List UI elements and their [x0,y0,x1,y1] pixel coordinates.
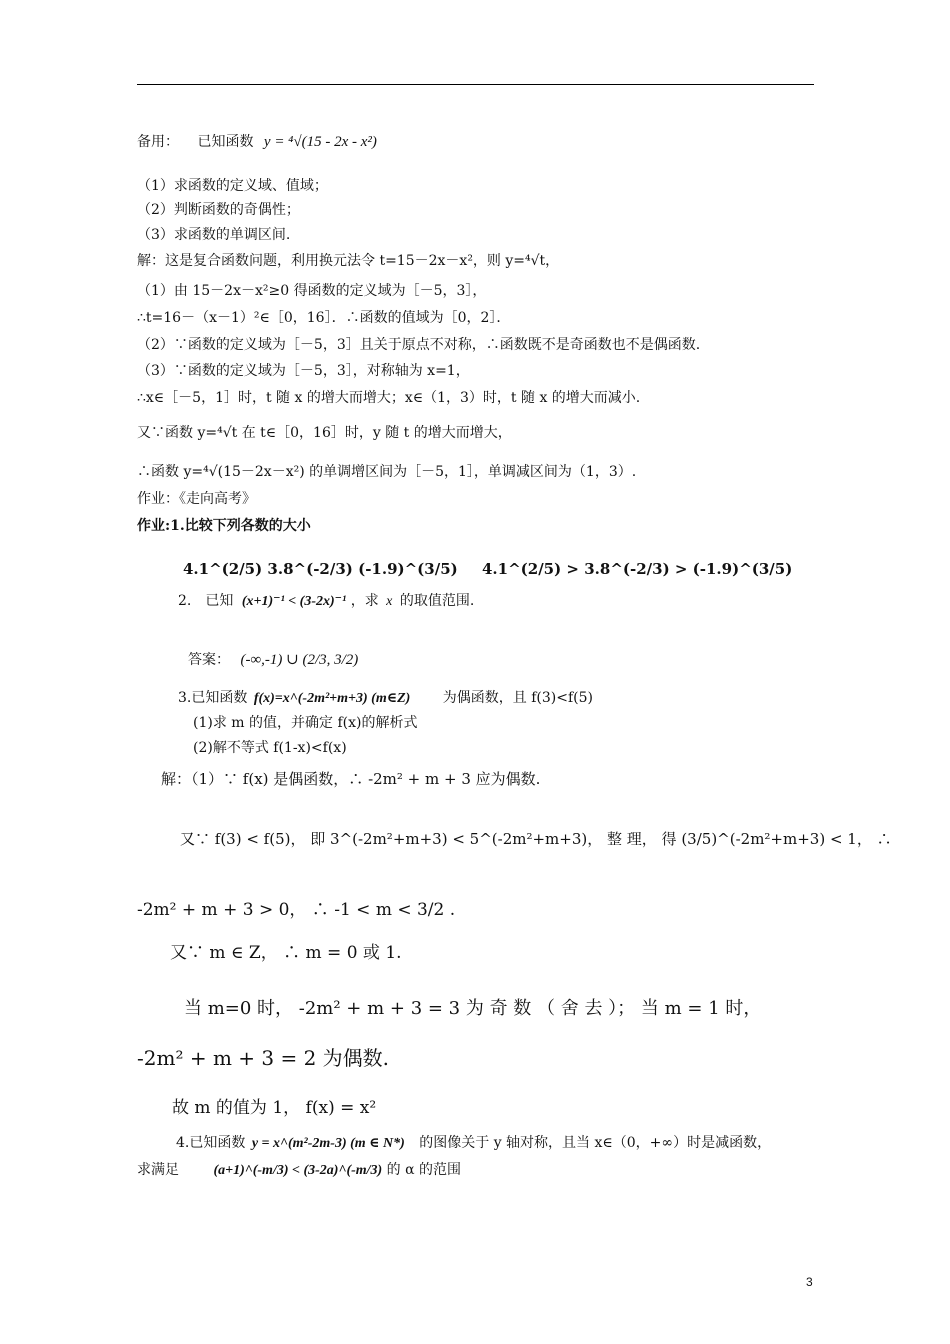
hw2-text-a: 2. 已知 [178,593,234,609]
hw3-solution-3: -2m² + m + 3 > 0， ∴ -1 < m < 3/2 . [137,900,456,920]
hw4-stem-a: 4.已知函数 [176,1135,246,1151]
backup-intro: 已知函数 [197,134,254,150]
hw2-inequality: (x+1)⁻¹ < (3-2x)⁻¹ [241,594,347,609]
backup-label: 备用： [137,134,179,150]
hw3-stem-a: 3.已知函数 [178,690,248,706]
header-rule [137,84,814,85]
hw1-answer: 4.1^(2/5) > 3.8^(-2/3) > (-1.9)^(3/5) [482,560,793,578]
hw3-stem-b: 为偶函数，且 f(3)<f(5) [442,690,593,706]
solution-line-7: 又∵函数 y=⁴√t 在 t∈［0，16］时，y 随 t 的增大而增大， [137,425,512,441]
hw3-solution-7: 故 m 的值为 1， f(x) = x² [172,1098,377,1118]
hw3-solution-5: 当 m=0 时， -2m² + m + 3 = 3 为 奇 数 （ 舍 去 ）； 当 m = 1 时， [184,998,762,1019]
hw4-inequality: (a+1)^(-m/3) < (3-2a)^(-m/3) [213,1163,383,1178]
solution-line-6: ∴x∈［－5，1］时，t 随 x 的增大而增大；x∈（1，3）时，t 随 x 的增大而减小. [137,390,641,406]
hw4-function: y = x^(m²-2m-3) (m ∈ N*) [251,1136,405,1151]
backup-line [137,133,377,151]
hw3-function: f(x)=x^(-2m²+m+3) (m∈Z) [253,691,411,706]
question-1: （1）求函数的定义域、值域； [137,178,328,194]
hw3-question-2: (2)解不等式 f(1-x)<f(x) [193,740,347,756]
backup-function: y = ⁴√(15 - 2x - x²) [263,134,377,150]
hw2-answer-label: 答案： [188,652,230,668]
solution-line-4: （2）∵函数的定义域为［－5，3］且关于原点不对称，∴函数既不是奇函数也不是偶函数. [137,337,701,353]
solution-line-5: （3）∵函数的定义域为［－5，3］，对称轴为 x=1， [137,363,470,379]
hw4-line-2 [137,1162,461,1180]
hw3-solution-4: 又∵ m ∈ Z， ∴ m = 0 或 1. [170,943,402,963]
page-number: 3 [806,1275,813,1289]
hw4-line2-a: 求满足 [137,1162,179,1178]
hw2-answer: (-∞,-1) ∪ (2/3, 3/2) [240,652,359,668]
hw4-line-1 [176,1135,771,1153]
hw2-variable: x [386,594,393,609]
question-2: （2）判断函数的奇偶性； [137,202,300,218]
hw3-solution-1: 解：（1）∵ f(x) 是偶函数，∴ -2m² + m + 3 应为偶数. [161,770,541,788]
hw4-line2-b: 的 α 的范围 [386,1162,462,1178]
solution-line-8: ∴函数 y=⁴√(15－2x－x²) 的单调增区间为［－5，1］，单调减区间为（1，3）. [137,464,637,480]
solution-line-2: （1）由 15－2x－x²≥0 得函数的定义域为［－5，3］， [137,283,487,299]
question-3: （3）求函数的单调区间. [137,227,291,243]
hw4-stem-b: 的图像关于 y 轴对称，且当 x∈（0，+∞）时是减函数， [419,1135,772,1151]
solution-line-1: 解：这是复合函数问题，利用换元法令 t=15－2x－x²，则 y=⁴√t， [137,253,560,269]
homework-reference: 作业：《走向高考》 [137,491,256,507]
hw3-stem [178,690,593,708]
solution-line-3: ∴t=16－（x－1）²∈［0，16］．∴函数的值域为［0，2］． [137,310,511,326]
hw2-text-c: 的取值范围. [399,593,475,609]
homework-title: 作业:1.比较下列各数的大小 [137,518,311,534]
hw1-numbers: 4.1^(2/5) 3.8^(-2/3) (-1.9)^(3/5) [183,560,458,578]
hw3-solution-2: 又∵ f(3) < f(5)， 即 3^(-2m²+m+3) < 5^(-2m²+m+3)， 整 理， 得 (3/5)^(-2m²+m+3) < 1， ∴ [180,830,892,848]
hw2-text-b: ，求 [350,593,379,609]
hw3-solution-6: -2m² + m + 3 = 2 为偶数. [137,1046,390,1070]
hw3-question-1: (1)求 m 的值，并确定 f(x)的解析式 [193,715,418,731]
hw2-line [178,593,474,611]
hw2-answer-line [188,651,358,669]
